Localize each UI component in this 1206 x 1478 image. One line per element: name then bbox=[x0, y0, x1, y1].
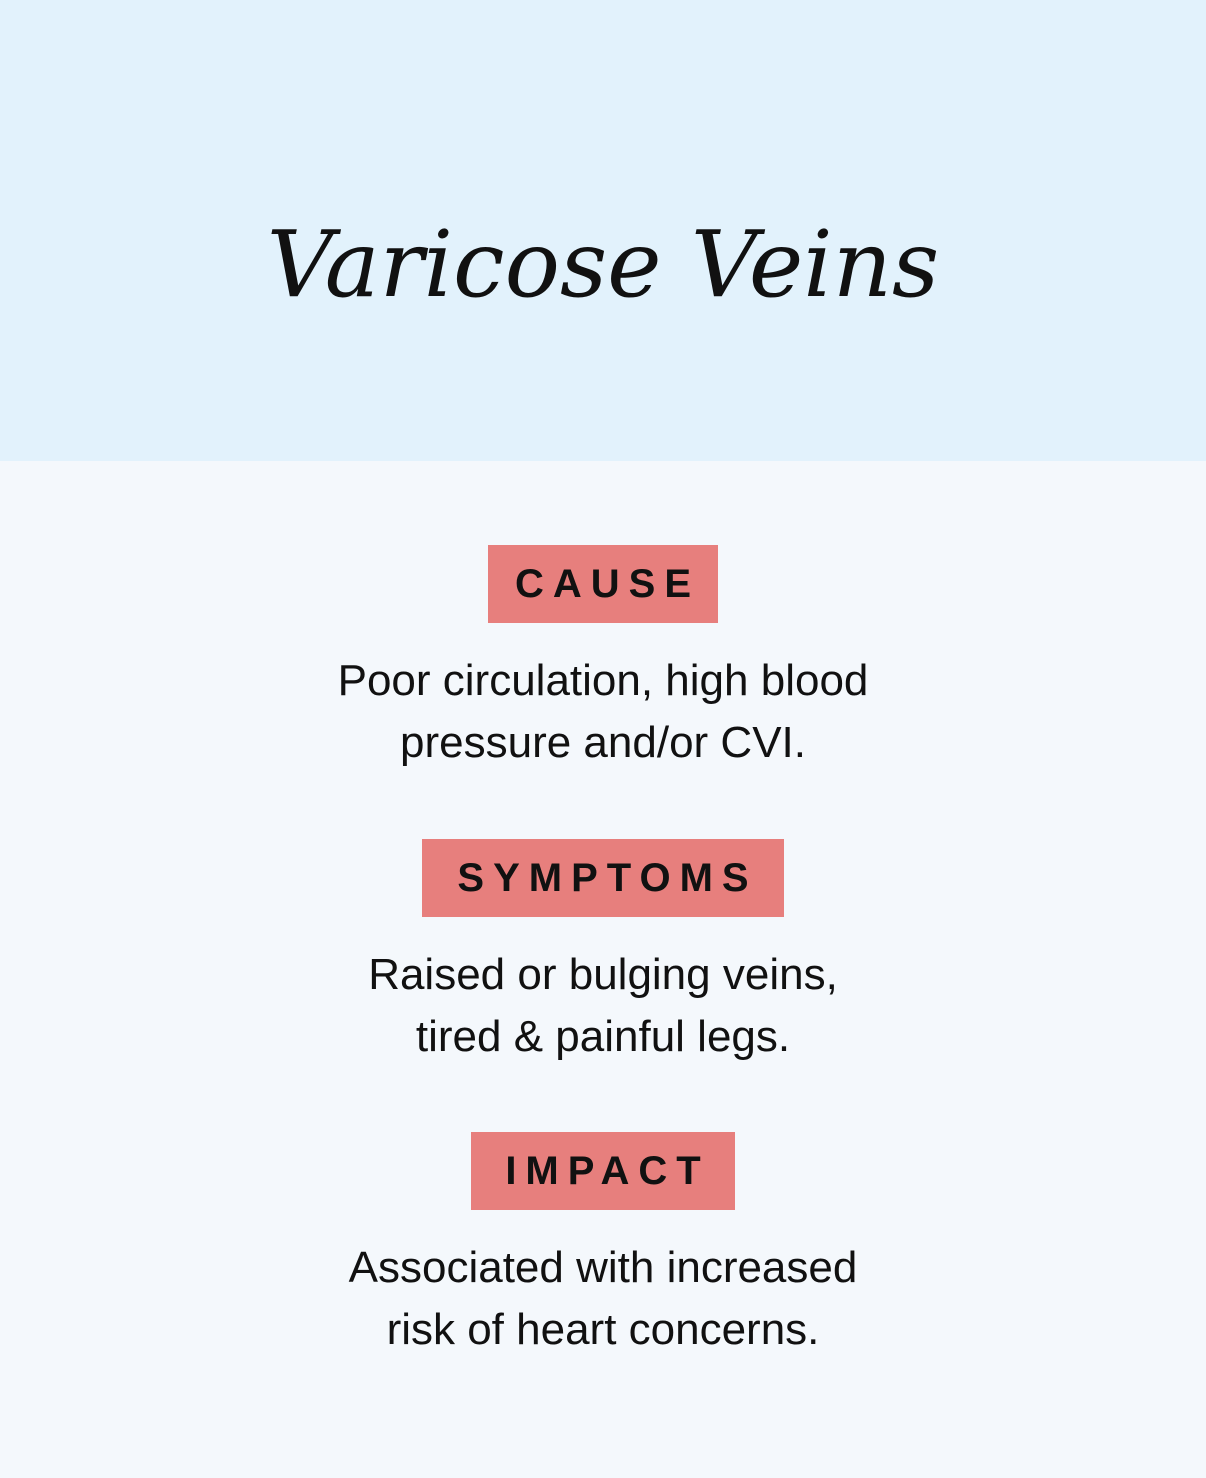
impact-line-2: risk of heart concerns. bbox=[386, 1305, 820, 1354]
symptoms-line-2: tired & painful legs. bbox=[415, 1012, 791, 1061]
tag-cause: CAUSE bbox=[488, 545, 718, 623]
tag-impact: IMPACT bbox=[471, 1132, 735, 1210]
cause-line-1: Poor circulation, high blood bbox=[337, 656, 869, 705]
symptoms-line-1: Raised or bulging veins, bbox=[368, 950, 838, 999]
tag-symptoms: SYMPTOMS bbox=[422, 839, 784, 917]
impact-description bbox=[150, 1237, 1056, 1361]
header-banner bbox=[0, 0, 1206, 461]
impact-line-1: Associated with increased bbox=[348, 1243, 858, 1292]
page-title: Varicose Veins bbox=[266, 211, 940, 318]
cause-line-2: pressure and/or CVI. bbox=[400, 718, 806, 767]
symptoms-description bbox=[150, 944, 1056, 1068]
cause-description bbox=[150, 650, 1056, 774]
